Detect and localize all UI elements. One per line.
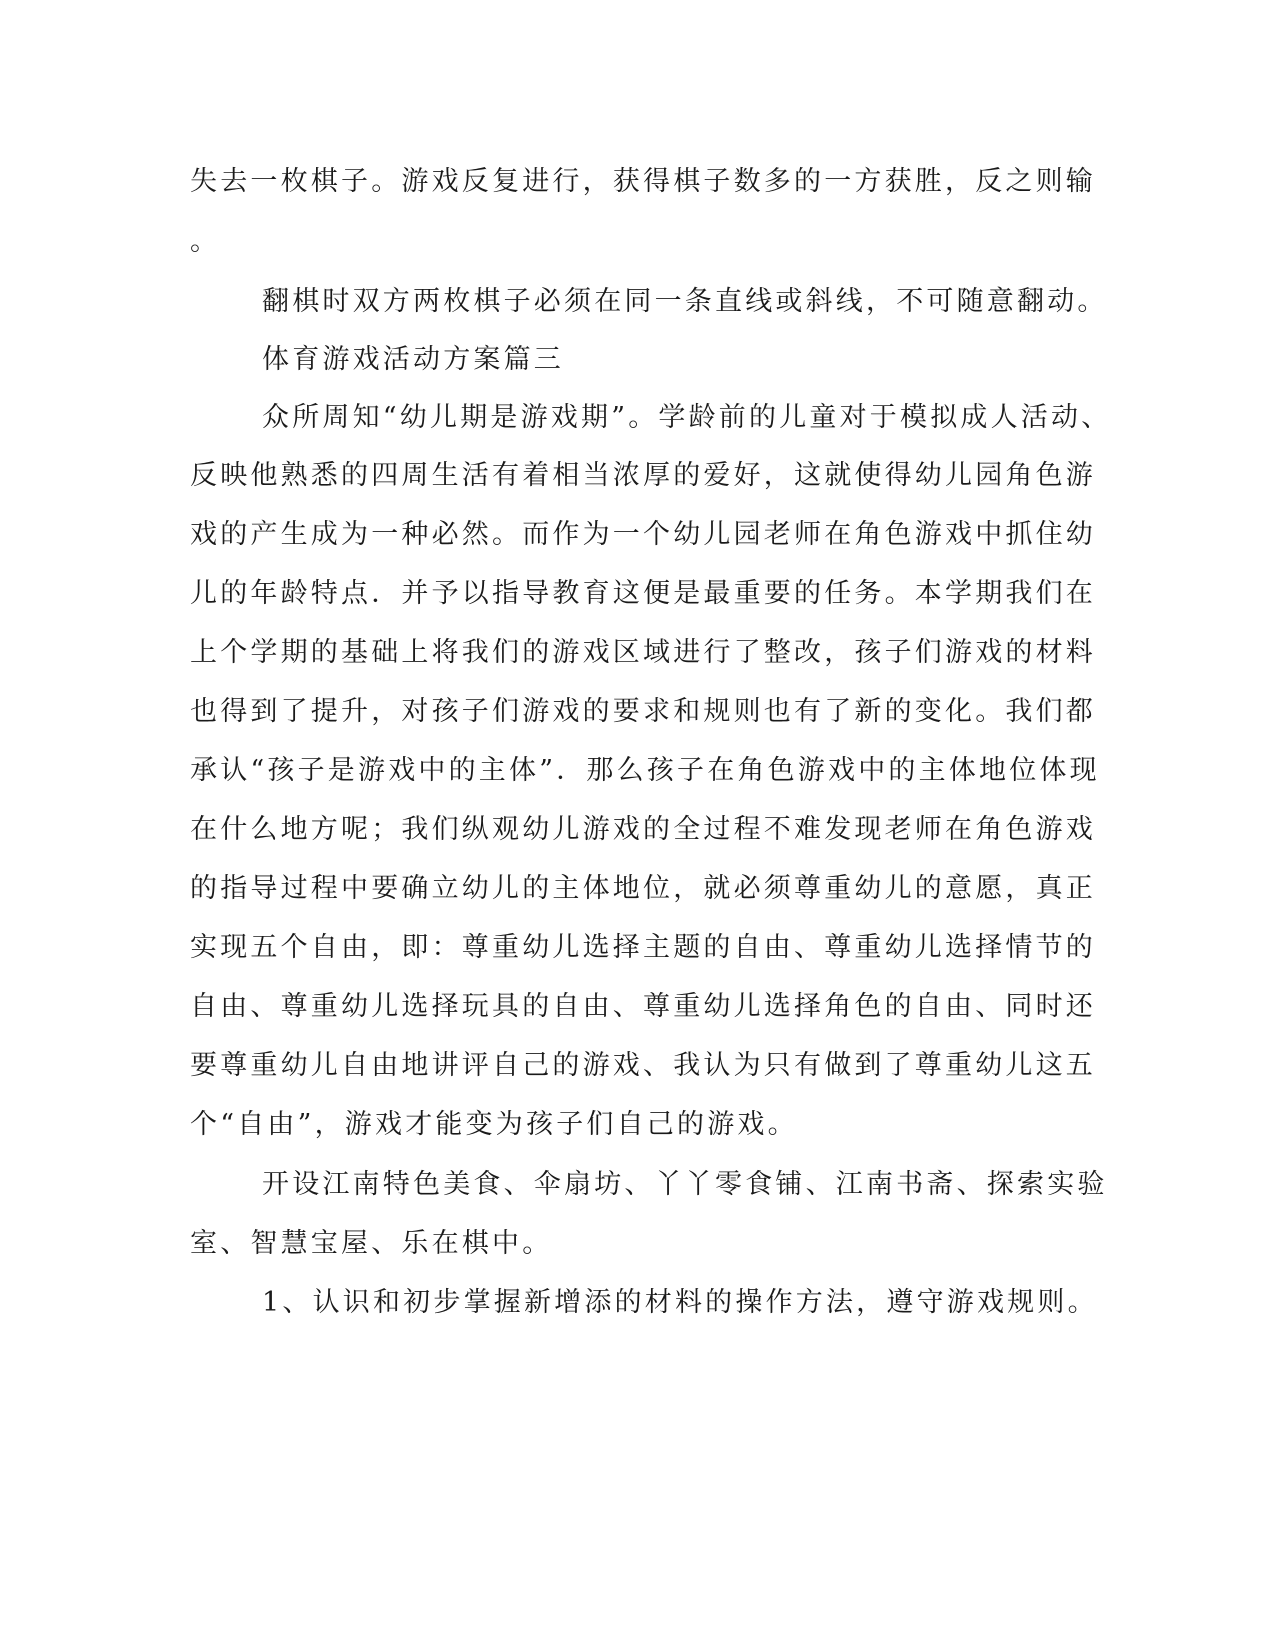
text-line: 也得到了提升，对孩子们游戏的要求和规则也有了新的变化。我们都 [190,696,1096,727]
text-line: 儿的年龄特点．并予以指导教育这便是最重要的任务。本学期我们在 [190,578,1096,609]
list-item: 1、认识和初步掌握新增添的材料的操作方法，遵守游戏规则。 [262,1287,1098,1318]
text-line: 的指导过程中要确立幼儿的主体地位，就必须尊重幼儿的意愿，真正 [190,873,1096,904]
text-line: 在什么地方呢；我们纵观幼儿游戏的全过程不难发现老师在角色游戏 [190,814,1096,845]
text-line: 翻棋时双方两枚棋子必须在同一条直线或斜线，不可随意翻动。 [262,286,1108,317]
text-line: 众所周知“幼儿期是游戏期”。学龄前的儿童对于模拟成人活动、 [262,402,1112,433]
section-heading: 体育游戏活动方案篇三 [262,344,564,375]
text-line: 实现五个自由，即：尊重幼儿选择主题的自由、尊重幼儿选择情节的 [190,932,1096,963]
text-line: 自由、尊重幼儿选择玩具的自由、尊重幼儿选择角色的自由、同时还 [190,991,1096,1022]
text-line: 。 [190,226,221,257]
text-line: 要尊重幼儿自由地讲评自己的游戏、我认为只有做到了尊重幼儿这五 [190,1050,1096,1081]
text-line: 上个学期的基础上将我们的游戏区域进行了整改，孩子们游戏的材料 [190,637,1096,668]
text-line: 反映他熟悉的四周生活有着相当浓厚的爱好，这就使得幼儿园角色游 [190,460,1096,491]
text-line: 开设江南特色美食、伞扇坊、丫丫零食铺、江南书斋、探索实验 [262,1169,1108,1200]
text-line: 失去一枚棋子。游戏反复进行，获得棋子数多的一方获胜，反之则输 [190,166,1096,197]
text-line: 承认“孩子是游戏中的主体”．那么孩子在角色游戏中的主体地位体现 [190,755,1100,786]
text-line: 戏的产生成为一种必然。而作为一个幼儿园老师在角色游戏中抓住幼 [190,519,1096,550]
text-line: 个“自由”，游戏才能变为孩子们自己的游戏。 [190,1109,798,1140]
text-line: 室、智慧宝屋、乐在棋中。 [190,1228,553,1259]
